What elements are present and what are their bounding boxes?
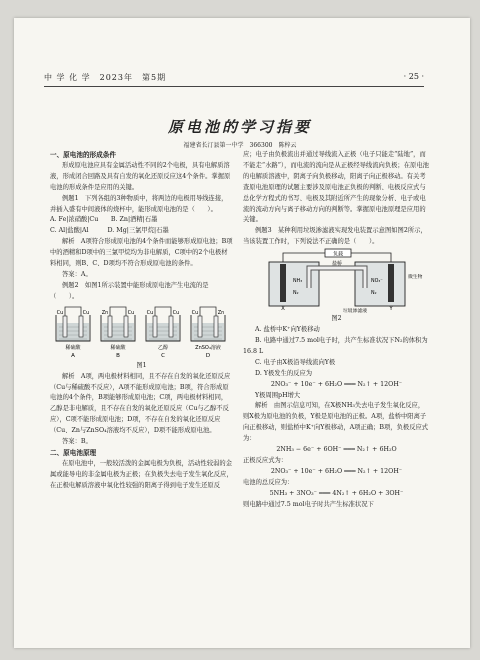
- paragraph: 解析 A项符合形成原电池的4个条件而能够形成原电池；B项中的酒精和D项中的三氯甲烷均为非电解质，C项中的2个电极材料相同，则B、C、D项均不符合形成原电池的条件。: [50, 238, 233, 268]
- paragraph: 答案：A。: [62, 270, 92, 278]
- left-species-1: NH₃: [293, 279, 303, 285]
- fig2-slot: [243, 248, 430, 314]
- wire: [110, 307, 126, 317]
- electrode-right: [79, 316, 83, 337]
- wire: [155, 307, 171, 317]
- beaker-letter: B: [116, 352, 120, 359]
- leachate-label: 垃圾渗滤液: [343, 309, 367, 315]
- beaker-letter: C: [161, 352, 165, 359]
- paragraph: 则电路中通过7.5 mol电子时共产生标准状况下: [243, 500, 374, 508]
- left-species-2: N₂: [293, 291, 299, 297]
- electrode-x: [280, 264, 286, 302]
- author-line: 福建省长汀县第一中学 366300 陈梓云: [183, 142, 297, 149]
- equation: 5NH₃ + 3NO₃⁻ ═══ 4N₂↑ + 6H₂O + 3OH⁻: [269, 489, 404, 497]
- electrode-x-label: X: [281, 306, 285, 313]
- paragraph: 答案：B。: [62, 438, 92, 446]
- electrode-left: [153, 316, 157, 337]
- paragraph: 例题3 某种利用垃圾渗滤液实现发电装置示意图如图2所示，当该装置工作时，下列说法不正确的是（ ）。: [243, 227, 427, 246]
- paragraph: D. Y极发生的反应为: [255, 369, 313, 377]
- electrode-y-label: Y: [389, 306, 393, 313]
- paragraph: A. 盐桥中K⁺向Y极移动: [255, 326, 320, 334]
- solution-fill: [57, 323, 89, 341]
- figure-2: [243, 248, 430, 314]
- electrode-left: [198, 316, 202, 337]
- electrode-left: [63, 316, 67, 337]
- solution-label: 乙醇: [157, 344, 169, 351]
- paragraph: A. Fe|浓硝酸|Cu B. Zn|酒精|石墨: [50, 216, 158, 224]
- solution-fill: [147, 323, 179, 341]
- beaker-b: [101, 307, 135, 359]
- beaker-d: [191, 307, 225, 359]
- page-number: · 25 ·: [403, 72, 424, 81]
- paragraph: 电池的总反应为：: [243, 478, 294, 486]
- solution-fill: [192, 323, 224, 341]
- electrode-y: [388, 264, 394, 302]
- electrode-left: [108, 316, 112, 337]
- equation: 2NO₃⁻ + 10e⁻ + 6H₂O ═══ N₂↑ + 12OH⁻: [270, 467, 403, 475]
- figure-caption: 图1: [136, 361, 147, 369]
- equation: 2NH₃ − 6e⁻ + 6OH⁻ ═══ N₂↑ + 6H₂O: [276, 446, 397, 454]
- electrode-left-label: Cu: [191, 309, 199, 316]
- figure-caption: 图2: [331, 315, 342, 323]
- electrode-right-label: Cu: [82, 309, 90, 316]
- figure-1: [50, 303, 233, 361]
- paragraph: 在原电池中，一般较活泼的金属电极为负极，活动性较弱的金属或能导电的非金属电极为正极；在负极失去电子发生氧化反应，在正极电解质溶液中氧化性较强的阳离子得到电子发生还原反: [50, 459, 233, 489]
- electrode-right-label: Cu: [172, 309, 180, 316]
- solution-label: ZnSO₄溶液: [195, 344, 221, 351]
- solution-label: 稀硫酸: [65, 344, 81, 351]
- running-header: [44, 72, 424, 87]
- left-column: [50, 150, 233, 492]
- beaker-letter: D: [205, 352, 211, 359]
- electrode-left-label: Cu: [146, 309, 154, 316]
- solution-fill: [102, 323, 134, 341]
- paragraph: 形成原电池应具有金属活动性不同的2个电极，具有电解质溶液，形成闭合回路及具有自发的氧化还原反应这4个条件。掌握原电池的形成条件是应用的关键。: [50, 161, 231, 191]
- electrode-right: [169, 316, 173, 337]
- paragraph: C. Al|盐酸|Al D. Mg|三氯甲烷|石墨: [50, 227, 169, 235]
- electrode-left-label: Cu: [56, 309, 64, 316]
- right-column: [243, 150, 430, 510]
- beaker-a: [56, 307, 90, 359]
- equation: 2NO₃⁻ + 10e⁻ + 6H₂O ═══ N₂↑ + 12OH⁻: [270, 380, 403, 388]
- salt-bridge-label: 盐桥: [331, 261, 343, 268]
- paragraph: 解析 A项，两电极材料相同，且不存在自发的氧化还原反应（Cu与稀硫酸不反应），A项不能形成原电池；B项，符合形成原电池的4个条件，B项能够形成原电池；C项，两电极材料相同，乙醇是非电解质，且不存在自发的氧化还原反应（Cu与乙醇不反应），C项不能形成原电池；D项，不存在自发的氧化还原反应（Cu、Zn与ZnSO₄溶液均不反应），D项不能形成原电池。: [50, 372, 231, 435]
- load-label: 负载: [332, 251, 344, 258]
- article-title: 原电池的学习指要: [167, 118, 312, 136]
- electrode-left-label: Zn: [101, 309, 109, 316]
- solution-label: 稀硫酸: [110, 344, 126, 351]
- microbe-label: 微生物: [408, 275, 423, 281]
- paragraph: B. 电路中通过7.5 mol电子时，共产生标准状况下N₂的体积为16.8 L: [243, 336, 428, 355]
- electrode-right-label: Cu: [127, 309, 135, 316]
- paragraph: 正极反应式为：: [243, 456, 288, 464]
- section-heading: 一、原电池的形成条件: [50, 151, 116, 159]
- electrode-right: [124, 316, 128, 337]
- electrode-right-label: Zn: [217, 309, 225, 316]
- paragraph: 应；电子由负极流出并通过导线流入正极（电子只能走“陆地”，而不能走“水路”），而电流的流向是从正极经导线流向负极；在原电池的电解质溶液中，阴离子向负极移动，阳离子向正极移动。有关考查原电池原理的试题主要涉及原电池正负极的判断、电极反应式与总化学方程式的书写、电极及其附近所产生的现象分析、电子或电流的流动方向与离子移动方向的判断等。掌握原电池原理是应用的关键。: [243, 151, 429, 224]
- paragraph: C. 电子由X极沿导线流向Y极: [255, 358, 336, 366]
- paragraph: 解析 由图示信息可知，在X极NH₃失去电子发生氧化反应，则X极为原电池的负极，Y极是原电池的正极。A项，盐桥中阳离子向正极移动，则盐桥中K⁺向Y极移动，A项正确；B项，负极反应式为：: [243, 402, 429, 443]
- wire: [65, 307, 81, 317]
- section-heading: 二、原电池原理: [50, 448, 97, 457]
- paragraph: Y极周围pH增大: [255, 391, 301, 399]
- paragraph: 例题1 下列各组的3种物质中，将两边的电极用导线连接，并插入盛有中间液体的烧杯中，能形成原电池的是（ ）。: [50, 194, 228, 213]
- right-species-2: N₂: [371, 291, 377, 297]
- fig1-slot: [50, 303, 233, 361]
- wire: [200, 307, 216, 317]
- paragraph: 例题2 如图1所示装置中能形成原电池产生电流的是（ ）。: [50, 281, 209, 300]
- electrode-right: [214, 316, 218, 337]
- right-species-1: NO₃⁻: [371, 279, 383, 285]
- journal-name: 中 学 化 学 2023年 第5期: [44, 73, 167, 82]
- beaker-c: [146, 307, 180, 359]
- beaker-letter: A: [71, 352, 75, 359]
